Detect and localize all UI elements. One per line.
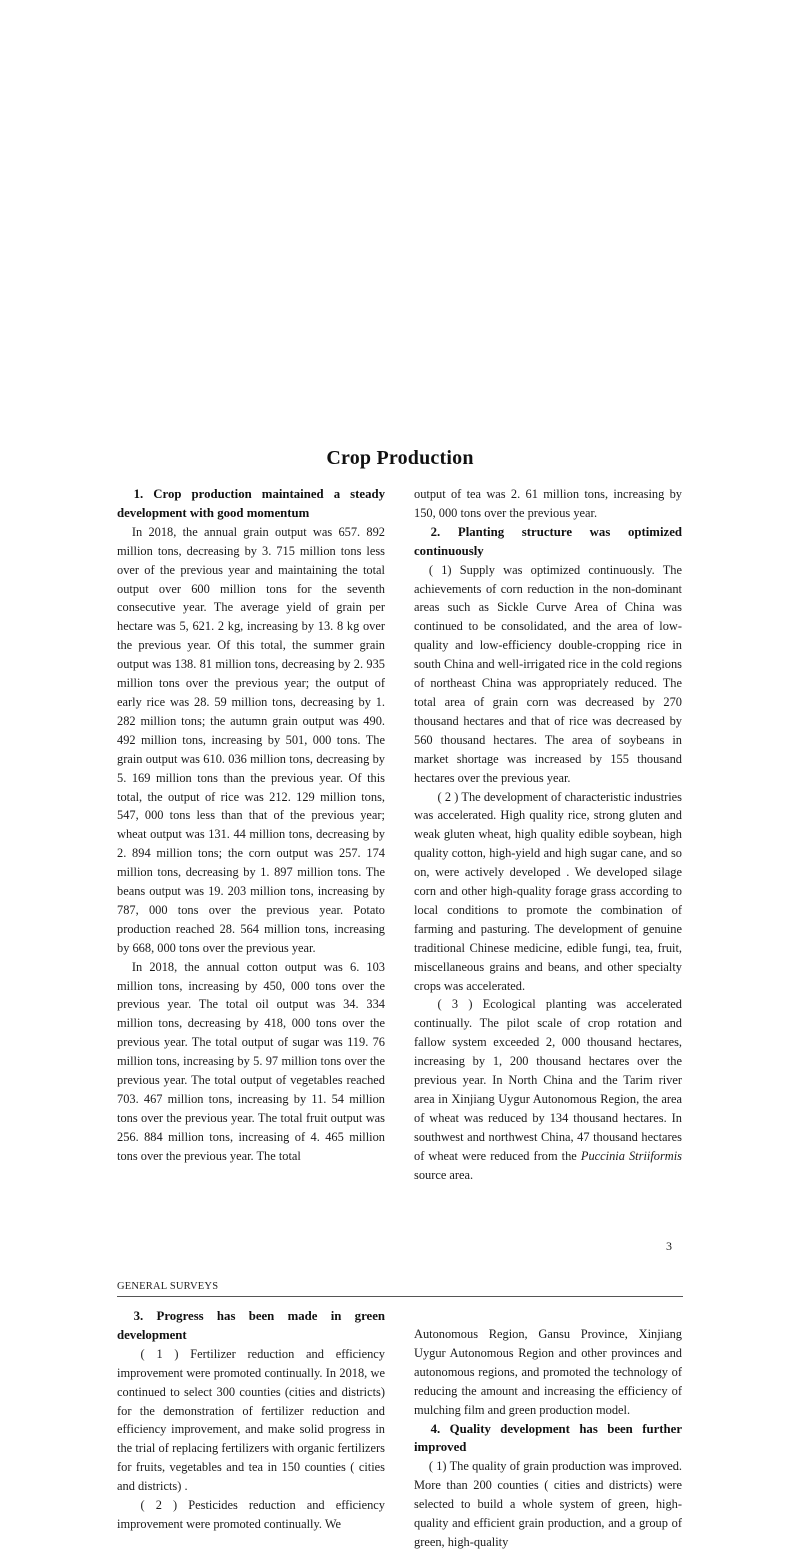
paragraph-mulching-film: Autonomous Region, Gansu Province, Xinjiang Uygur Autonomous Region and other provinces and autonomous regions, and promoted the technology of reducing the amount and increasing the efficiency of mulching film and green production model. bbox=[414, 1327, 682, 1417]
running-header: GENERAL SURVEYS bbox=[117, 1281, 219, 1292]
page2-right-column bbox=[414, 1325, 682, 1552]
paragraph-grain-output: In 2018, the annual grain output was 657. 892 million tons, decreasing by 3. 715 million tons less over of the previous year and maintaining the total output over 600 million tons for the seventh consecutive year. The average yield of grain per hectare was 5, 621. 2 kg, increasing by 13. 8 kg over the previous year. Of this total, the summer grain output was 138. 81 million tons, decreasing by 2. 935 million tons over the previous year; the output of early rice was 28. 59 million tons, decreasing by 1. 282 million tons; the autumn grain output was 490. 492 million tons, increasing by 501, 000 tons. The grain output was 610. 036 million tons, decreasing by 5. 169 million tons than the previous year. Of this total, the output of rice was 212. 129 million tons, 547, 000 tons less than that of the previous year; wheat output was 131. 44 million tons, decreasing by 2. 894 million tons; the corn output was 257. 174 million tons, decreasing by 1. 897 million tons. The beans output was 19. 203 million tons, increasing by 787, 000 tons over the previous year. Potato production reached 28. 564 million tons, increasing by 668, 000 tons over the previous year. bbox=[117, 524, 385, 955]
paragraph-fertilizer-reduction: ( 1 ) Fertilizer reduction and efficiency improvement were promoted continually. In 2018, we continued to select 300 counties (cities and districts) for the demonstration of fertilizer reduction and efficiency improvement, and make solid progress in the trial of replacing fertilizers with organic fertilizers for fruits, vegetables and tea in 150 counties ( cities and districts) . bbox=[117, 1346, 385, 1494]
section-heading-4: 4. Quality development has been further improved bbox=[414, 1421, 682, 1455]
header-divider bbox=[117, 1296, 683, 1297]
page1-right-column bbox=[414, 485, 682, 1185]
paragraph-supply-optimized: ( 1) Supply was optimized continuously. The achievements of corn reduction in the non-dominant areas such as Sickle Curve Area of China was continued to be consolidated, and the area of low-quality and low-efficiency double-cropping rice in south China and well-irrigated rice in the cold regions of northeast China was appropriately reduced. The total area of grain corn was decreased by 270 thousand hectares and that of rice was decreased by 560 thousand hectares. The area of soybeans in market shortage was increased by 155 thousand hectares over the previous year. bbox=[414, 562, 682, 785]
page1-left-column bbox=[117, 485, 385, 1166]
section-heading-2: 2. Planting structure was optimized continuously bbox=[414, 524, 682, 558]
ecological-text-a: ( 3 ) Ecological planting was accelerated continually. The pilot scale of crop rotation and fallow system exceeded 2, 000 thousand hectares, increasing by 1, 200 thousand hectares over the previous year. In North China and the Tarim river area in Xinjiang Uygur Autonomous Region, the area of wheat was reduced by 134 thousand hectares. In southwest and northwest China, 47 thousand hectares of wheat were reduced from the bbox=[414, 997, 682, 1163]
paragraph-grain-quality: ( 1) The quality of grain production was improved. More than 200 counties ( cities and districts) were selected to build a whole system of green, high-quality and efficient grain production, and a group of green, high-quality bbox=[414, 1459, 682, 1549]
paragraph-pesticides-reduction: ( 2 ) Pesticides reduction and efficiency improvement were promoted continually. We bbox=[117, 1498, 385, 1531]
paragraph-cotton-output: In 2018, the annual cotton output was 6. 103 million tons, increasing by 450, 000 tons over the previous year. The total oil output was 34. 334 million tons, decreasing by 418, 000 tons over the previous year. The total output of sugar was 119. 76 million tons, increasing by 5. 97 million tons over the previous year. The total output of vegetables reached 703. 467 million tons, increasing by 11. 54 million tons over the previous year. The total fruit output was 256. 884 million tons, increasing of 4. 465 million tons over the previous year. The total bbox=[117, 959, 385, 1163]
page-number: 3 bbox=[666, 1239, 672, 1253]
page2-left-column bbox=[117, 1307, 385, 1534]
paragraph-characteristic-industries: ( 2 ) The development of characteristic industries was accelerated. High quality rice, strong gluten and weak gluten wheat, high quality edible soybean, high quality cotton, high-yield and high sugar cane, and so on, were actively developed . We developed silage corn and other high-quality forage grass according to local conditions to promote the combination of farming and pasturing. The development of genuine traditional Chinese medicine, edible fungi, tea, fruit, miscellaneous grains and beans, and other specialty crops was accelerated. bbox=[414, 789, 682, 993]
section-heading-1: 1. Crop production maintained a steady development with good momentum bbox=[117, 487, 385, 520]
paragraph-tea-output: output of tea was 2. 61 million tons, increasing by 150, 000 tons over the previous year. bbox=[414, 487, 682, 520]
species-name-italic: Puccinia Striiformis bbox=[580, 1148, 683, 1163]
paragraph-ecological-planting bbox=[414, 995, 682, 1184]
ecological-text-b: source area. bbox=[414, 1167, 474, 1182]
section-heading-3: 3. Progress has been made in green development bbox=[117, 1309, 385, 1342]
page-title: Crop Production bbox=[326, 447, 474, 469]
